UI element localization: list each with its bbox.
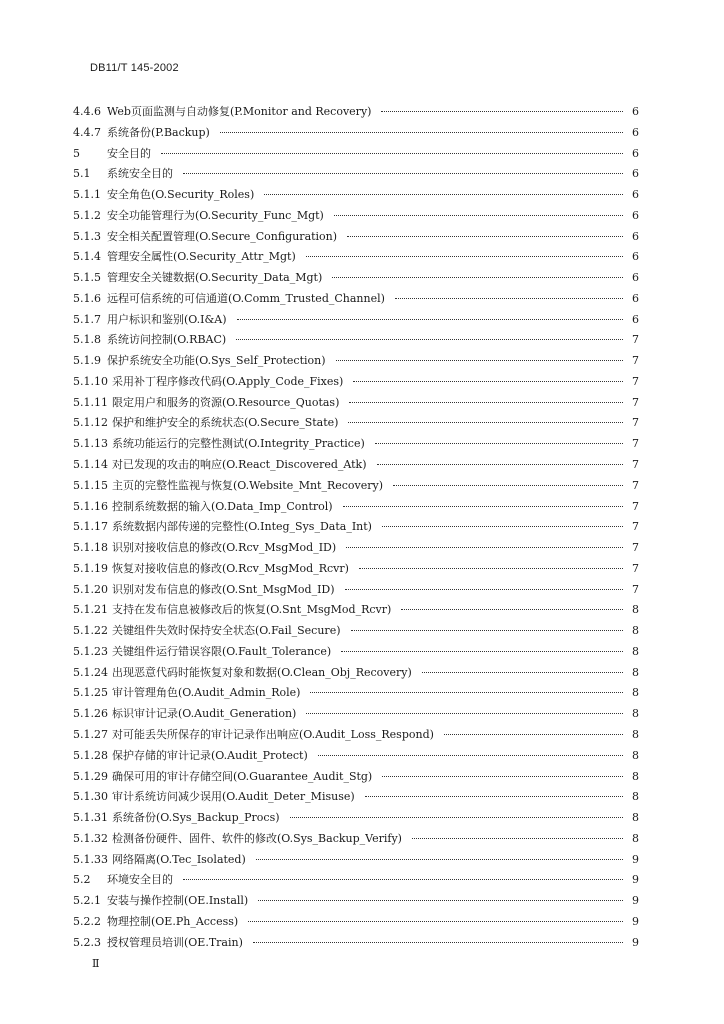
toc-entry-page: 7 (632, 478, 639, 492)
toc-entry-number: 5.1.14 (73, 458, 108, 472)
toc-entry-number: 5.1.32 (73, 831, 108, 845)
page-number: Ⅱ (92, 957, 100, 970)
toc-entry-title: 管理安全属性(O.Security_Attr_Mgt) (107, 250, 296, 264)
toc-entry-page: 7 (632, 333, 639, 347)
toc-entry-number: 5.1.4 (73, 250, 101, 264)
toc-dot-leader (336, 360, 623, 361)
toc-entry-number: 5.2.2 (73, 914, 101, 928)
toc-entry-title: 检测备份硬件、固件、软件的修改(O.Sys_Backup_Verify) (112, 831, 402, 845)
toc-dot-leader (395, 298, 623, 299)
toc-entry[interactable] (73, 186, 639, 207)
toc-entry-title: 安全功能管理行为(O.Security_Func_Mgt) (107, 208, 324, 222)
toc-entry[interactable] (73, 103, 639, 124)
toc-entry-page: 6 (632, 146, 639, 160)
toc-entry-page: 6 (632, 291, 639, 305)
toc-dot-leader (401, 609, 623, 610)
toc-entry-title: 保护存储的审计记录(O.Audit_Protect) (112, 748, 308, 762)
toc-entry-title: 保护和维护安全的系统状态(O.Secure_State) (112, 416, 339, 430)
toc-entry-title: 安装与操作控制(OE.Install) (107, 894, 249, 908)
toc-entry-page: 6 (632, 125, 639, 139)
toc-entry-number: 5.1.30 (73, 790, 108, 804)
toc-entry-title: Web页面监测与自动修复(P.Monitor and Recovery) (107, 105, 372, 118)
toc-entry-title: 保护系统安全功能(O.Sys_Self_Protection) (107, 354, 326, 368)
toc-entry-title: 恢复对接收信息的修改(O.Rcv_MsgMod_Rcvr) (112, 561, 349, 575)
toc-entry[interactable] (73, 124, 639, 145)
toc-entry-title: 确保可用的审计存储空间(O.Guarantee_Audit_Stg) (112, 769, 373, 783)
toc-entry-number: 5.1.17 (73, 520, 108, 534)
toc-entry-page: 8 (632, 790, 639, 804)
toc-dot-leader (341, 651, 623, 652)
toc-entry-number: 5.1.22 (73, 624, 108, 638)
toc-entry-number: 5.1.29 (73, 769, 108, 783)
toc-entry-number: 5.2.1 (73, 894, 101, 908)
toc-entry-number: 5.1.24 (73, 665, 108, 679)
toc-dot-leader (310, 692, 623, 693)
toc-entry-number: 5.1.19 (73, 561, 108, 575)
document-id-header: DB11/T 145-2002 (90, 62, 179, 74)
toc-dot-leader (381, 111, 623, 112)
toc-entry-number: 5.2.3 (73, 935, 101, 949)
toc-dot-leader (359, 568, 623, 569)
toc-entry-page: 7 (632, 541, 639, 555)
toc-entry-title: 物理控制(OE.Ph_Access) (107, 914, 239, 928)
toc-entry[interactable] (73, 892, 639, 913)
toc-entry-page: 9 (632, 935, 639, 949)
toc-entry[interactable] (73, 165, 639, 186)
toc-entry-number: 5 (73, 146, 80, 160)
toc-entry-page: 7 (632, 354, 639, 368)
toc-entry[interactable] (73, 248, 639, 269)
toc-dot-leader (382, 776, 623, 777)
toc-entry[interactable] (73, 414, 639, 435)
toc-entry-page: 6 (632, 208, 639, 222)
toc-entry-title: 系统安全目的 (107, 167, 173, 181)
toc-entry-page: 7 (632, 458, 639, 472)
toc-dot-leader (382, 526, 623, 527)
toc-entry[interactable] (73, 809, 639, 830)
toc-entry-page: 6 (632, 312, 639, 326)
toc-entry[interactable] (73, 435, 639, 456)
toc-entry[interactable] (73, 145, 639, 166)
toc-dot-leader (351, 630, 624, 631)
toc-entry-number: 5.1.26 (73, 707, 108, 721)
toc-entry-page: 8 (632, 707, 639, 721)
toc-dot-leader (183, 879, 623, 880)
toc-entry-title: 标识审计记录(O.Audit_Generation) (112, 707, 297, 721)
toc-dot-leader (183, 173, 623, 174)
toc-dot-leader (365, 796, 623, 797)
toc-entry-title: 限定用户和服务的资源(O.Resource_Quotas) (112, 395, 340, 409)
toc-entry-page: 7 (632, 582, 639, 596)
toc-dot-leader (377, 464, 623, 465)
toc-dot-leader (332, 277, 623, 278)
toc-dot-leader (236, 339, 623, 340)
toc-dot-leader (393, 485, 623, 486)
toc-dot-leader (346, 547, 623, 548)
toc-dot-leader (422, 672, 623, 673)
toc-entry[interactable] (73, 228, 639, 249)
toc-entry[interactable] (73, 726, 639, 747)
toc-entry-page: 8 (632, 811, 639, 825)
toc-entry-title: 管理安全关键数据(O.Security_Data_Mgt) (107, 271, 323, 285)
toc-entry-page: 8 (632, 644, 639, 658)
toc-entry[interactable] (73, 622, 639, 643)
toc-entry-title: 授权管理员培训(OE.Train) (107, 935, 243, 949)
toc-entry-page: 9 (632, 852, 639, 866)
toc-entry[interactable] (73, 477, 639, 498)
toc-entry-title: 网络隔离(O.Tec_Isolated) (112, 852, 246, 866)
toc-entry-page: 6 (632, 271, 639, 285)
toc-entry-number: 5.2 (73, 873, 91, 887)
toc-entry-page: 8 (632, 831, 639, 845)
toc-entry-number: 5.1.31 (73, 811, 108, 825)
toc-entry-title: 系统功能运行的完整性测试(O.Integrity_Practice) (112, 437, 365, 451)
toc-entry-number: 5.1.9 (73, 354, 101, 368)
toc-entry[interactable] (73, 913, 639, 934)
toc-entry-number: 5.1.27 (73, 727, 108, 741)
toc-dot-leader (220, 132, 623, 133)
toc-entry-title: 远程可信系统的可信通道(O.Comm_Trusted_Channel) (107, 291, 385, 305)
table-of-contents (73, 103, 639, 954)
toc-entry[interactable] (73, 934, 639, 955)
toc-entry-number: 5.1.3 (73, 229, 101, 243)
toc-entry-number: 5.1.10 (73, 374, 108, 388)
toc-entry-page: 7 (632, 416, 639, 430)
toc-entry[interactable] (73, 269, 639, 290)
toc-entry-page: 9 (632, 914, 639, 928)
toc-entry[interactable] (73, 851, 639, 872)
toc-entry-number: 5.1.28 (73, 748, 108, 762)
toc-entry[interactable] (73, 290, 639, 311)
toc-dot-leader (161, 153, 623, 154)
toc-entry-number: 5.1.1 (73, 188, 101, 202)
toc-entry-title: 用户标识和鉴别(O.I&A) (107, 312, 227, 326)
toc-entry-number: 5.1.33 (73, 852, 108, 866)
toc-entry-title: 系统访问控制(O.RBAC) (107, 333, 227, 347)
toc-dot-leader (353, 381, 623, 382)
toc-entry[interactable] (73, 498, 639, 519)
toc-entry[interactable] (73, 581, 639, 602)
toc-entry[interactable] (73, 684, 639, 705)
toc-entry[interactable] (73, 373, 639, 394)
toc-entry-page: 7 (632, 520, 639, 534)
toc-entry[interactable] (73, 352, 639, 373)
toc-entry-page: 8 (632, 603, 639, 617)
toc-entry-page: 6 (632, 105, 639, 118)
toc-entry-page: 8 (632, 686, 639, 700)
toc-entry[interactable] (73, 601, 639, 622)
toc-entry-page: 8 (632, 665, 639, 679)
toc-entry-page: 6 (632, 167, 639, 181)
toc-dot-leader (290, 817, 623, 818)
toc-entry-page: 7 (632, 374, 639, 388)
toc-entry-number: 5.1 (73, 167, 91, 181)
toc-dot-leader (306, 713, 623, 714)
toc-entry[interactable] (73, 768, 639, 789)
toc-entry[interactable] (73, 830, 639, 851)
toc-dot-leader (258, 900, 623, 901)
toc-entry[interactable] (73, 560, 639, 581)
toc-entry-page: 8 (632, 769, 639, 783)
toc-dot-leader (345, 589, 623, 590)
toc-entry-title: 主页的完整性监视与恢复(O.Website_Mnt_Recovery) (112, 478, 384, 492)
toc-dot-leader (248, 921, 623, 922)
toc-entry-number: 4.4.6 (73, 105, 101, 118)
toc-entry[interactable] (73, 747, 639, 768)
toc-entry-title: 安全角色(O.Security_Roles) (107, 188, 255, 202)
toc-dot-leader (306, 256, 623, 257)
toc-entry[interactable] (73, 207, 639, 228)
toc-entry-title: 出现恶意代码时能恢复对象和数据(O.Clean_Obj_Recovery) (112, 665, 412, 679)
toc-entry-number: 5.1.21 (73, 603, 108, 617)
toc-entry-title: 环境安全目的 (107, 873, 173, 887)
toc-entry-number: 5.1.5 (73, 271, 101, 285)
toc-dot-leader (334, 215, 623, 216)
toc-entry-number: 5.1.13 (73, 437, 108, 451)
toc-entry-page: 7 (632, 499, 639, 513)
toc-dot-leader (237, 319, 623, 320)
toc-dot-leader (349, 402, 623, 403)
toc-entry-number: 5.1.15 (73, 478, 108, 492)
toc-entry-title: 关键组件失效时保持安全状态(O.Fail_Secure) (112, 624, 341, 638)
toc-entry-title: 支持在发布信息被修改后的恢复(O.Snt_MsgMod_Rcvr) (112, 603, 392, 617)
toc-entry-page: 8 (632, 748, 639, 762)
toc-entry[interactable] (73, 394, 639, 415)
toc-entry-title: 系统备份(P.Backup) (107, 125, 210, 139)
toc-entry[interactable] (73, 311, 639, 332)
toc-entry-title: 审计系统访问减少误用(O.Audit_Deter_Misuse) (112, 790, 355, 804)
toc-entry-number: 5.1.2 (73, 208, 101, 222)
toc-entry-page: 7 (632, 437, 639, 451)
toc-entry-number: 5.1.11 (73, 395, 108, 409)
toc-dot-leader (256, 859, 623, 860)
toc-entry-page: 9 (632, 873, 639, 887)
toc-entry-title: 审计管理角色(O.Audit_Admin_Role) (112, 686, 301, 700)
toc-dot-leader (347, 236, 623, 237)
toc-entry-title: 采用补丁程序修改代码(O.Apply_Code_Fixes) (112, 374, 344, 388)
toc-entry[interactable] (73, 518, 639, 539)
toc-entry-page: 8 (632, 624, 639, 638)
toc-entry[interactable] (73, 643, 639, 664)
toc-entry-title: 安全相关配置管理(O.Secure_Configuration) (107, 229, 338, 243)
toc-dot-leader (264, 194, 623, 195)
toc-entry-title: 系统数据内部传递的完整性(O.Integ_Sys_Data_Int) (112, 520, 372, 534)
toc-entry-number: 5.1.8 (73, 333, 101, 347)
toc-dot-leader (348, 422, 623, 423)
toc-entry-page: 6 (632, 188, 639, 202)
toc-entry-number: 4.4.7 (73, 125, 101, 139)
toc-entry[interactable] (73, 331, 639, 352)
toc-entry-number: 5.1.6 (73, 291, 101, 305)
toc-dot-leader (412, 838, 623, 839)
toc-dot-leader (375, 443, 623, 444)
toc-entry-number: 5.1.7 (73, 312, 101, 326)
toc-entry[interactable] (73, 539, 639, 560)
toc-entry-title: 关键组件运行错误容限(O.Fault_Tolerance) (112, 644, 332, 658)
toc-entry-number: 5.1.12 (73, 416, 108, 430)
toc-entry-page: 7 (632, 395, 639, 409)
toc-entry[interactable] (73, 456, 639, 477)
toc-entry[interactable] (73, 871, 639, 892)
toc-entry-title: 识别对发布信息的修改(O.Snt_MsgMod_ID) (112, 582, 335, 596)
toc-entry-title: 控制系统数据的输入(O.Data_Imp_Control) (112, 499, 333, 513)
toc-entry-title: 对可能丢失所保存的审计记录作出响应(O.Audit_Loss_Respond) (112, 727, 434, 741)
toc-entry-title: 系统备份(O.Sys_Backup_Procs) (112, 811, 280, 825)
toc-dot-leader (343, 506, 623, 507)
toc-entry-title: 识别对接收信息的修改(O.Rcv_MsgMod_ID) (112, 541, 337, 555)
toc-dot-leader (444, 734, 623, 735)
toc-entry-page: 6 (632, 250, 639, 264)
toc-entry[interactable] (73, 664, 639, 685)
toc-entry-page: 7 (632, 561, 639, 575)
toc-entry-title: 对已发现的攻击的响应(O.React_Discovered_Atk) (112, 458, 367, 472)
toc-entry[interactable] (73, 788, 639, 809)
toc-entry-number: 5.1.18 (73, 541, 108, 555)
toc-dot-leader (253, 942, 623, 943)
toc-entry-title: 安全目的 (107, 146, 151, 160)
toc-entry-number: 5.1.20 (73, 582, 108, 596)
toc-entry-page: 8 (632, 727, 639, 741)
toc-entry-page: 9 (632, 894, 639, 908)
toc-entry-number: 5.1.23 (73, 644, 108, 658)
toc-entry[interactable] (73, 705, 639, 726)
toc-dot-leader (318, 755, 623, 756)
toc-entry-page: 6 (632, 229, 639, 243)
toc-entry-number: 5.1.25 (73, 686, 108, 700)
toc-entry-number: 5.1.16 (73, 499, 108, 513)
